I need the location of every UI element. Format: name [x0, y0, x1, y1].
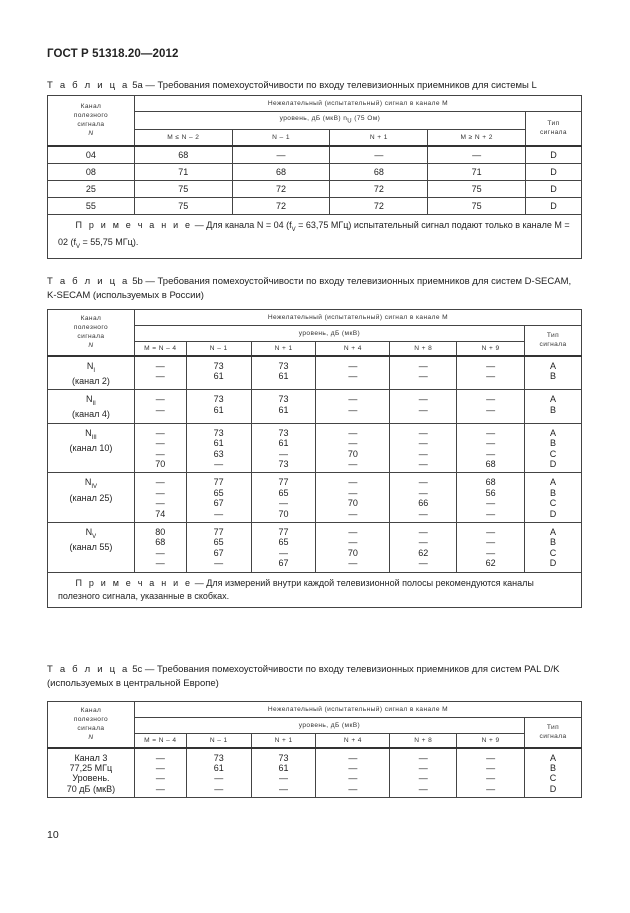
- col-header-unwanted: Нежелательный (испытательный) сигнал в канале M: [134, 310, 581, 326]
- cell-channel: $N_{III}$ (канал 10): [48, 423, 135, 473]
- cell: 73 61: [186, 356, 251, 390]
- subcol-header: N + 8: [390, 342, 457, 356]
- cell: — — 70 —: [316, 473, 390, 523]
- cell: 71: [428, 163, 526, 180]
- cell: — — — 70: [134, 423, 186, 473]
- cell: — —: [457, 390, 525, 424]
- col-header-type: Тип сигнала: [525, 326, 582, 356]
- cell-type: A B C D: [525, 423, 582, 473]
- cell: — — — 62: [457, 522, 525, 572]
- cell: 72: [330, 180, 428, 197]
- cell-channel: 55: [48, 197, 135, 214]
- col-header-channel: Канал полезного сигнала N: [48, 702, 135, 748]
- col-header-unwanted: Нежелательный (испытательный) сигнал в канале M: [134, 96, 581, 112]
- cell-type: A B C D: [525, 748, 582, 798]
- cell: — —: [134, 390, 186, 424]
- cell: 77 65 67 —: [186, 473, 251, 523]
- cell: 72: [232, 197, 330, 214]
- cell: 72: [232, 180, 330, 197]
- cell: — —: [134, 356, 186, 390]
- page-number: 10: [47, 829, 59, 841]
- table-5c: [47, 701, 582, 798]
- col-header-level: уровень, дБ (мкВ): [134, 718, 524, 734]
- col-header-type: Тип сигнала: [525, 718, 582, 748]
- cell: — — 70 —: [316, 423, 390, 473]
- cell: 73 61 63 —: [186, 423, 251, 473]
- table-5b-note: П р и м е ч а н и е — Для измерений внутри каждой телевизионной полосы рекомендуются каналы полезного сигнала, указанные в скобках.: [48, 572, 582, 607]
- col-header-level: уровень, дБ (мкВ) $n_U$ (75 Ом): [134, 112, 525, 130]
- cell-channel: 08: [48, 163, 135, 180]
- cell: 75: [134, 180, 232, 197]
- subcol-header: N + 4: [316, 342, 390, 356]
- cell: 72: [330, 197, 428, 214]
- subcol-header: N – 1: [186, 342, 251, 356]
- cell: — — 66 —: [390, 473, 457, 523]
- table-row: [48, 390, 582, 424]
- subcol-header: N – 1: [232, 130, 330, 146]
- table-5a-caption: Т а б л и ц а 5а — Требования помехоустойчивости по входу телевизионных приемников для системы L: [47, 80, 537, 91]
- cell: — — 62 —: [390, 522, 457, 572]
- col-header-level: уровень, дБ (мкВ): [134, 326, 524, 342]
- table-row: [48, 180, 582, 197]
- cell-type: D: [526, 197, 582, 214]
- subcol-header: M ≥ N + 2: [428, 130, 526, 146]
- col-header-unwanted: Нежелательный (испытательный) сигнал в канале M: [134, 702, 581, 718]
- cell-channel: $N_V$ (канал 55): [48, 522, 135, 572]
- cell: 73 61 — 73: [251, 423, 316, 473]
- cell: 75: [428, 180, 526, 197]
- cell-channel: $N_{II}$ (канал 4): [48, 390, 135, 424]
- cell: 73 61 — —: [251, 748, 316, 798]
- cell-type: A B: [525, 390, 582, 424]
- table-row: [48, 163, 582, 180]
- cell-channel: 25: [48, 180, 135, 197]
- table-row: [48, 748, 582, 798]
- cell-type: D: [526, 146, 582, 164]
- subcol-header: M = N – 4: [134, 734, 186, 748]
- cell: 77 65 — 70: [251, 473, 316, 523]
- cell: 68 56 — —: [457, 473, 525, 523]
- table-5b: [47, 309, 582, 608]
- subcol-header: N + 1: [251, 734, 316, 748]
- subcol-header: N + 1: [330, 130, 428, 146]
- cell: 68: [134, 146, 232, 164]
- cell: — — — —: [134, 748, 186, 798]
- subcol-header: N + 9: [457, 342, 525, 356]
- cell: 68: [232, 163, 330, 180]
- table-5c-caption: Т а б л и ц а 5с — Требования помехоустойчивости по входу телевизионных приемников для систем PAL D/K (используемых в центральной Европе): [47, 664, 560, 689]
- table-5a: [47, 95, 582, 259]
- cell: 73 61: [251, 390, 316, 424]
- table-row: [48, 522, 582, 572]
- cell: 73 61: [186, 390, 251, 424]
- cell: — —: [457, 356, 525, 390]
- cell: 77 65 — 67: [251, 522, 316, 572]
- cell: — —: [316, 390, 390, 424]
- table-row: [48, 197, 582, 214]
- col-header-channel: Канал полезного сигнала N: [48, 96, 135, 146]
- subcol-header: N + 4: [316, 734, 390, 748]
- cell: 75: [428, 197, 526, 214]
- cell: —: [232, 146, 330, 164]
- table-row: [48, 473, 582, 523]
- table-row: [48, 423, 582, 473]
- cell: — — — —: [390, 748, 457, 798]
- cell: 73 61: [251, 356, 316, 390]
- cell: — —: [316, 356, 390, 390]
- subcol-header: N + 8: [390, 734, 457, 748]
- table-5b-caption: Т а б л и ц а 5b — Требования помехоустойчивости по входу телевизионных приемников для систем D-SECAM, K-SECAM (используемых в России): [47, 276, 572, 301]
- document-header: ГОСТ Р 51318.20—2012: [47, 48, 179, 60]
- cell: 73 61 — —: [186, 748, 251, 798]
- cell: 71: [134, 163, 232, 180]
- cell: 75: [134, 197, 232, 214]
- table-5a-note: П р и м е ч а н и е — Для канала N = 04 ($f_V = 63,75$ МГц) испытательный сигнал подают только в канале M = 02 ($f_V = 55,75$ МГц).: [48, 214, 582, 259]
- cell: —: [330, 146, 428, 164]
- cell: — — — —: [316, 748, 390, 798]
- cell-channel: $N_{IV}$ (канал 25): [48, 473, 135, 523]
- cell: —: [428, 146, 526, 164]
- subcol-header: M = N – 4: [134, 342, 186, 356]
- cell-channel: $N_I$ (канал 2): [48, 356, 135, 390]
- table-row: [48, 356, 582, 390]
- cell-type: D: [526, 163, 582, 180]
- cell: — — — 74: [134, 473, 186, 523]
- cell-type: A B C D: [525, 522, 582, 572]
- cell-channel: 04: [48, 146, 135, 164]
- cell: — —: [390, 356, 457, 390]
- table-row: [48, 146, 582, 164]
- cell-type: D: [526, 180, 582, 197]
- cell: 80 68 — —: [134, 522, 186, 572]
- cell: 68: [330, 163, 428, 180]
- cell: — —: [390, 390, 457, 424]
- subcol-header: M ≤ N – 2: [134, 130, 232, 146]
- cell-channel: Канал 3 77,25 МГц Уровень. 70 дБ (мкВ): [48, 748, 135, 798]
- cell: — — 70 —: [316, 522, 390, 572]
- cell-type: A B: [525, 356, 582, 390]
- subcol-header: N + 1: [251, 342, 316, 356]
- cell: — — — —: [390, 423, 457, 473]
- cell: — — — 68: [457, 423, 525, 473]
- subcol-header: N – 1: [186, 734, 251, 748]
- col-header-type: Тип сигнала: [526, 112, 582, 146]
- subcol-header: N + 9: [457, 734, 525, 748]
- cell: 77 65 67 —: [186, 522, 251, 572]
- cell: — — — —: [457, 748, 525, 798]
- col-header-channel: Канал полезного сигнала N: [48, 310, 135, 356]
- cell-type: A B C D: [525, 473, 582, 523]
